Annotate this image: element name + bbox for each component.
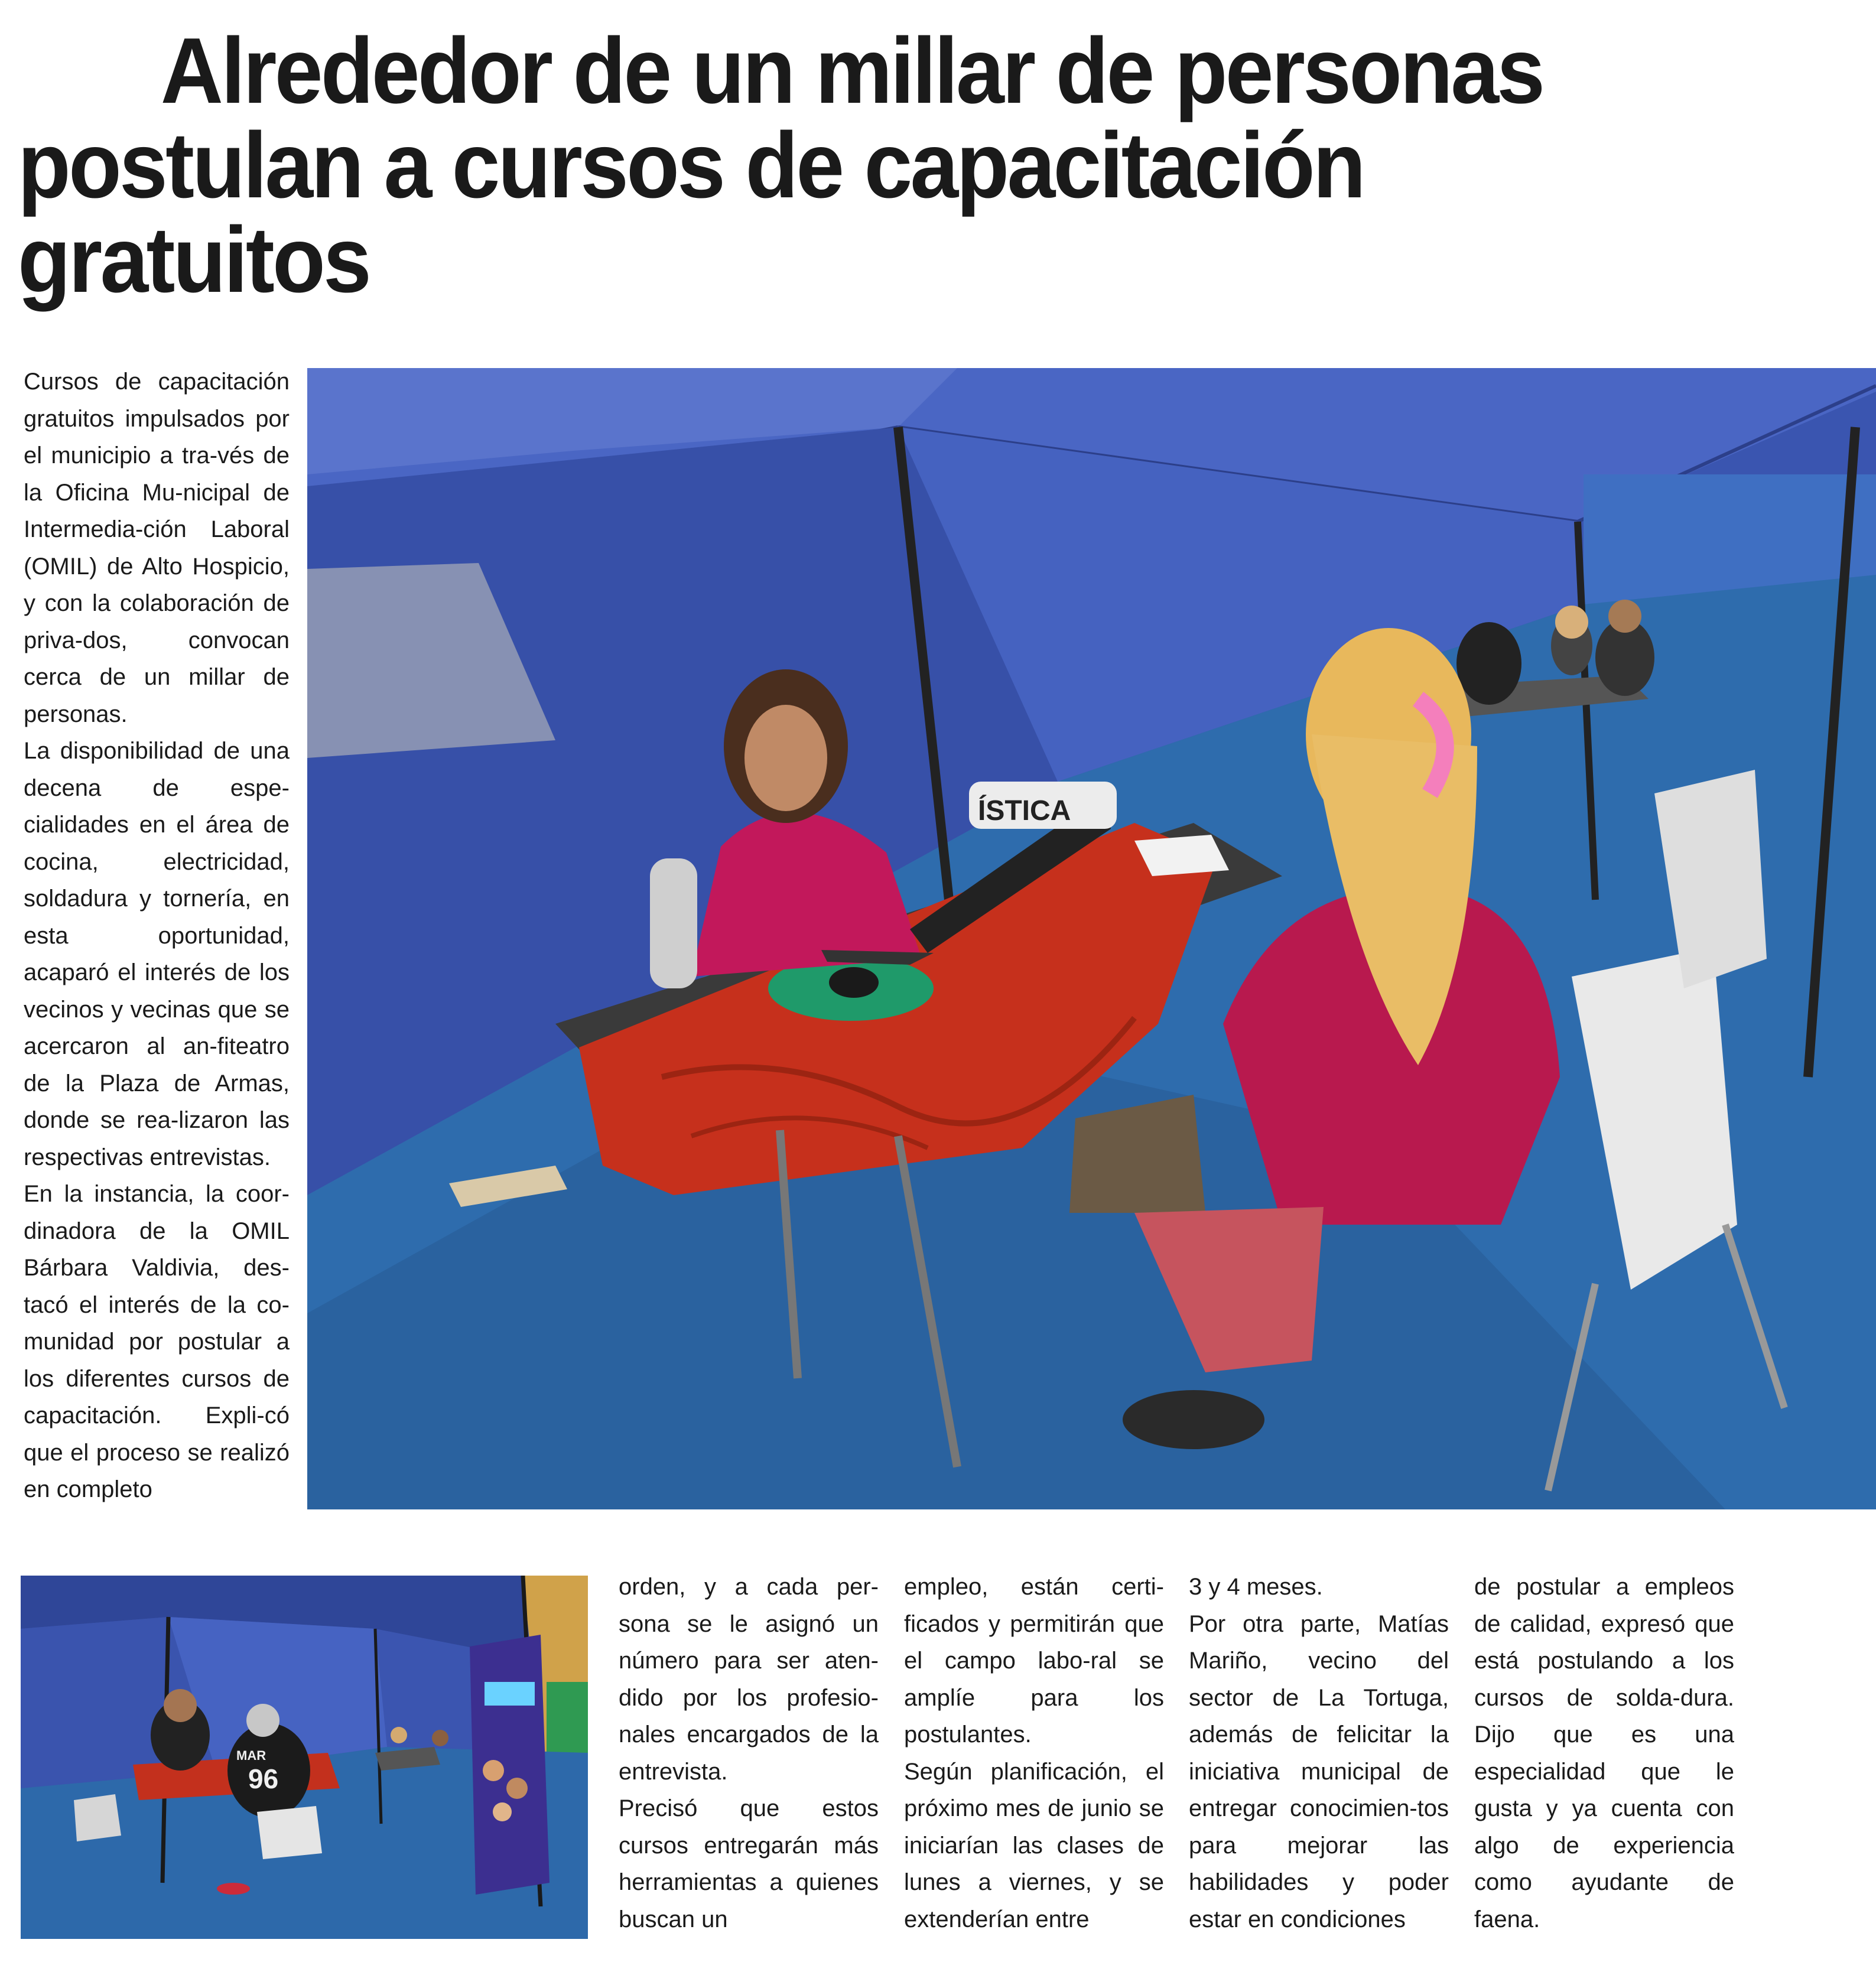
paragraph: empleo, están certi-ficados y permitirán que el campo labo-ral se amplíe para los postulantes. (904, 1574, 1164, 1748)
article-column-3 (904, 1569, 1164, 1947)
paragraph: Por otra parte, Matías Mariño, vecino del sector de La Tortuga, además de felicitar la iniciativa municipal de entregar conocimien-tos para mejorar las habilidades y poder estar en condiciones (1189, 1610, 1449, 1932)
jersey-name-text: MAR (236, 1748, 266, 1763)
paragraph: de postular a empleos de calidad, expresó que está postulando a los cursos de solda-dura. Dijo que es una especialidad que le gusta y ya cuenta con algo de experiencia como ayudante de faena. (1474, 1574, 1734, 1932)
paragraph: orden, y a cada per-sona se le asignó un número para ser aten-dido por los profesio-nales encargados de la entrevista. (619, 1574, 879, 1785)
headline-line-1: Alrededor de un millar de personas (160, 19, 1543, 123)
article-column-1 (24, 363, 290, 1551)
paragraph: En la instancia, la coor-dinadora de la OMIL Bárbara Valdivia, des-tacó el interés de la co-munidad por postular a los diferentes cursos de capacitación. Expli-có que el proceso se realizó en completo (24, 1181, 290, 1502)
paragraph: La disponibilidad de una decena de espe-cialidades en el área de cocina, electricidad, soldadura y tornería, en esta oportunidad, acaparó el interés de los vecinos y vecinas que se acercaron al an-fiteatro de la Plaza de Armas, donde se rea-lizaron las respectivas entrevistas. (24, 738, 290, 1170)
headline (18, 19, 1721, 312)
article-column-4 (1189, 1569, 1449, 1947)
article-column-2 (619, 1569, 879, 1947)
secondary-photo-tent (21, 1576, 588, 1939)
headline-line-2: postulan a cursos de capacitación gratuitos (18, 113, 1364, 312)
paragraph: Precisó que estos cursos entregarán más herramientas a quienes buscan un (619, 1795, 879, 1932)
article-column-5 (1474, 1569, 1734, 1947)
main-photo-interview (307, 368, 1876, 1509)
chair-print-text: ÍSTICA (978, 795, 1071, 826)
paragraph: Según planificación, el próximo mes de junio se iniciarían las clases de lunes a viernes, y se extenderían entre (904, 1758, 1164, 1932)
paragraph: 3 y 4 meses. (1189, 1574, 1323, 1600)
jersey-number-text: 96 (248, 1763, 279, 1794)
paragraph: Cursos de capacitación gratuitos impulsados por el municipio a tra-vés de la Oficina Mu-nicipal de Intermedia-ción Laboral (OMIL) de Alto Hospicio, y con la colaboración de priva-dos, convocan cerca de un millar de personas. (24, 369, 290, 727)
